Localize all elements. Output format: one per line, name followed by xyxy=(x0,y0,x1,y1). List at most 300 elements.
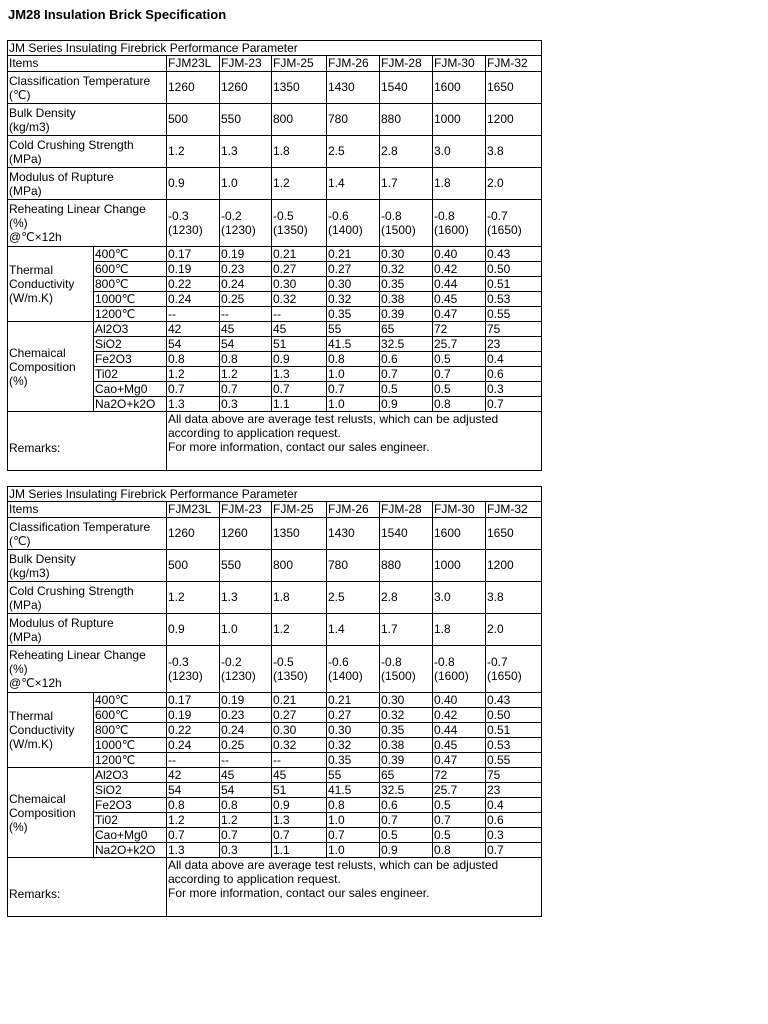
thermal-value: 0.30 xyxy=(327,277,380,292)
chemical-value: 0.7 xyxy=(272,382,327,397)
property-row xyxy=(8,104,542,136)
thermal-value: 0.17 xyxy=(167,247,220,262)
property-value: 2.8 xyxy=(380,136,433,168)
thermal-value: 0.23 xyxy=(220,262,272,277)
property-value: 3.0 xyxy=(433,582,486,614)
property-value: 1.4 xyxy=(327,614,380,646)
property-value: 1650 xyxy=(486,518,542,550)
chemical-component: Na2O+k2O xyxy=(94,843,167,858)
chemical-value: 1.1 xyxy=(272,843,327,858)
chemical-value: 25.7 xyxy=(433,337,486,352)
property-label: Bulk Density (kg/m3) xyxy=(8,104,167,136)
column-header: FJM-30 xyxy=(433,502,486,518)
chemical-value: 0.9 xyxy=(380,843,433,858)
thermal-row xyxy=(8,693,542,708)
reheating-label: Reheating Linear Change (%) @℃×12h xyxy=(8,200,167,247)
chemical-value: 1.2 xyxy=(220,367,272,382)
column-header: FJM23L xyxy=(167,56,220,72)
items-header: Items xyxy=(8,56,167,72)
property-value: 2.5 xyxy=(327,582,380,614)
thermal-value: 0.40 xyxy=(433,247,486,262)
thermal-value: 0.53 xyxy=(486,738,542,753)
thermal-value: 0.19 xyxy=(167,262,220,277)
thermal-value: 0.44 xyxy=(433,277,486,292)
chemical-component: Fe2O3 xyxy=(94,798,167,813)
chemical-value: 65 xyxy=(380,322,433,337)
thermal-value: 0.44 xyxy=(433,723,486,738)
thermal-value: 0.45 xyxy=(433,292,486,307)
property-value: 2.5 xyxy=(327,136,380,168)
thermal-value: 0.47 xyxy=(433,307,486,322)
thermal-value: 0.19 xyxy=(220,247,272,262)
thermal-value: 0.51 xyxy=(486,277,542,292)
chemical-value: 0.5 xyxy=(433,382,486,397)
spec-table xyxy=(7,486,542,917)
reheating-value: -0.6 (1400) xyxy=(327,200,380,247)
property-value: 1350 xyxy=(272,72,327,104)
property-value: 1.2 xyxy=(167,136,220,168)
chemical-value: 51 xyxy=(272,783,327,798)
thermal-value: 0.27 xyxy=(272,262,327,277)
thermal-value: 0.25 xyxy=(220,292,272,307)
property-value: 1260 xyxy=(220,72,272,104)
thermal-temperature: 1200℃ xyxy=(94,753,167,768)
thermal-value: 0.21 xyxy=(327,247,380,262)
chemical-value: 0.7 xyxy=(486,843,542,858)
column-header: FJM-26 xyxy=(327,56,380,72)
chemical-value: 1.1 xyxy=(272,397,327,412)
chemical-value: 0.7 xyxy=(433,367,486,382)
chemical-value: 23 xyxy=(486,783,542,798)
reheating-value: -0.8 (1500) xyxy=(380,646,433,693)
chemical-value: 0.8 xyxy=(220,352,272,367)
property-value: 2.0 xyxy=(486,168,542,200)
column-header: FJM-28 xyxy=(380,502,433,518)
thermal-value: 0.32 xyxy=(272,738,327,753)
property-value: 1200 xyxy=(486,550,542,582)
thermal-value: 0.40 xyxy=(433,693,486,708)
property-value: 1260 xyxy=(220,518,272,550)
spec-table xyxy=(7,40,542,471)
chemical-value: 0.3 xyxy=(220,397,272,412)
chemical-value: 65 xyxy=(380,768,433,783)
reheating-value: -0.5 (1350) xyxy=(272,646,327,693)
chemical-value: 0.7 xyxy=(220,382,272,397)
chemical-value: 0.8 xyxy=(220,798,272,813)
chemical-value: 1.2 xyxy=(167,813,220,828)
chemical-value: 23 xyxy=(486,337,542,352)
chemical-value: 0.7 xyxy=(486,397,542,412)
reheating-label: Reheating Linear Change (%) @℃×12h xyxy=(8,646,167,693)
thermal-value: 0.32 xyxy=(380,708,433,723)
property-value: 3.0 xyxy=(433,136,486,168)
chemical-value: 1.3 xyxy=(272,813,327,828)
thermal-value: 0.35 xyxy=(327,307,380,322)
thermal-value: 0.50 xyxy=(486,708,542,723)
chemical-value: 1.2 xyxy=(220,813,272,828)
thermal-value: 0.39 xyxy=(380,307,433,322)
reheating-value: -0.3 (1230) xyxy=(167,646,220,693)
items-header: Items xyxy=(8,502,167,518)
chemical-label: Chemaical Composition (%) xyxy=(8,322,94,412)
chemical-value: 0.3 xyxy=(486,828,542,843)
thermal-value: -- xyxy=(220,753,272,768)
reheating-value: -0.8 (1600) xyxy=(433,646,486,693)
chemical-value: 0.8 xyxy=(167,798,220,813)
remarks-label: Remarks: xyxy=(8,858,167,917)
property-row xyxy=(8,168,542,200)
chemical-value: 0.7 xyxy=(327,828,380,843)
caption-row xyxy=(8,487,542,502)
thermal-value: 0.30 xyxy=(272,277,327,292)
document-title: JM28 Insulation Brick Specification xyxy=(8,7,227,22)
chemical-value: 55 xyxy=(327,768,380,783)
thermal-temperature: 600℃ xyxy=(94,262,167,277)
column-header: FJM-26 xyxy=(327,502,380,518)
chemical-value: 54 xyxy=(220,783,272,798)
chemical-value: 0.9 xyxy=(272,352,327,367)
chemical-value: 0.3 xyxy=(486,382,542,397)
property-value: 1600 xyxy=(433,72,486,104)
reheating-value: -0.8 (1600) xyxy=(433,200,486,247)
property-value: 1.8 xyxy=(433,168,486,200)
chemical-value: 32.5 xyxy=(380,337,433,352)
chemical-value: 0.7 xyxy=(220,828,272,843)
property-row xyxy=(8,518,542,550)
property-value: 1.7 xyxy=(380,614,433,646)
property-label: Cold Crushing Strength (MPa) xyxy=(8,582,167,614)
chemical-value: 0.8 xyxy=(433,843,486,858)
thermal-value: 0.43 xyxy=(486,247,542,262)
property-value: 800 xyxy=(272,104,327,136)
thermal-value: 0.45 xyxy=(433,738,486,753)
thermal-value: 0.30 xyxy=(327,723,380,738)
chemical-component: Na2O+k2O xyxy=(94,397,167,412)
chemical-value: 1.0 xyxy=(327,397,380,412)
property-value: 1.7 xyxy=(380,168,433,200)
chemical-value: 0.7 xyxy=(167,382,220,397)
property-value: 1.3 xyxy=(220,136,272,168)
property-label: Classification Temperature (℃) xyxy=(8,518,167,550)
column-header: FJM-25 xyxy=(272,56,327,72)
property-value: 1260 xyxy=(167,72,220,104)
thermal-value: 0.32 xyxy=(380,262,433,277)
thermal-value: 0.27 xyxy=(272,708,327,723)
reheating-value: -0.5 (1350) xyxy=(272,200,327,247)
thermal-value: 0.30 xyxy=(380,247,433,262)
chemical-value: 0.9 xyxy=(272,798,327,813)
property-value: 1.2 xyxy=(272,168,327,200)
thermal-row xyxy=(8,247,542,262)
thermal-value: 0.42 xyxy=(433,262,486,277)
property-value: 880 xyxy=(380,550,433,582)
chemical-value: 0.6 xyxy=(486,813,542,828)
chemical-value: 0.7 xyxy=(272,828,327,843)
reheating-value: -0.7 (1650) xyxy=(486,200,542,247)
thermal-value: 0.24 xyxy=(167,738,220,753)
thermal-label: Thermal Conductivity (W/m.K) xyxy=(8,693,94,768)
chemical-value: 1.0 xyxy=(327,843,380,858)
column-header: FJM-25 xyxy=(272,502,327,518)
header-row xyxy=(8,56,542,72)
reheating-value: -0.6 (1400) xyxy=(327,646,380,693)
chemical-value: 1.0 xyxy=(327,813,380,828)
property-value: 550 xyxy=(220,104,272,136)
chemical-row xyxy=(8,768,542,783)
chemical-value: 25.7 xyxy=(433,783,486,798)
column-header: FJM-32 xyxy=(486,502,542,518)
remarks-label: Remarks: xyxy=(8,412,167,471)
thermal-value: -- xyxy=(220,307,272,322)
property-value: 1260 xyxy=(167,518,220,550)
chemical-value: 0.4 xyxy=(486,798,542,813)
chemical-component: Ti02 xyxy=(94,813,167,828)
column-header: FJM-28 xyxy=(380,56,433,72)
chemical-row xyxy=(8,322,542,337)
chemical-value: 1.2 xyxy=(167,367,220,382)
chemical-value: 32.5 xyxy=(380,783,433,798)
property-value: 1600 xyxy=(433,518,486,550)
property-value: 1.2 xyxy=(272,614,327,646)
thermal-value: 0.39 xyxy=(380,753,433,768)
property-label: Bulk Density (kg/m3) xyxy=(8,550,167,582)
property-value: 3.8 xyxy=(486,582,542,614)
property-label: Modulus of Rupture (MPa) xyxy=(8,168,167,200)
chemical-component: Al2O3 xyxy=(94,322,167,337)
thermal-temperature: 800℃ xyxy=(94,277,167,292)
remarks-row xyxy=(8,412,542,471)
property-value: 1540 xyxy=(380,518,433,550)
chemical-value: 54 xyxy=(220,337,272,352)
thermal-value: 0.32 xyxy=(327,292,380,307)
thermal-value: 0.38 xyxy=(380,292,433,307)
chemical-value: 0.6 xyxy=(380,352,433,367)
property-label: Modulus of Rupture (MPa) xyxy=(8,614,167,646)
chemical-value: 45 xyxy=(272,768,327,783)
property-value: 1.8 xyxy=(272,582,327,614)
thermal-value: 0.55 xyxy=(486,307,542,322)
chemical-component: SiO2 xyxy=(94,783,167,798)
table-caption: JM Series Insulating Firebrick Performance Parameter xyxy=(8,487,542,502)
property-value: 2.0 xyxy=(486,614,542,646)
thermal-value: 0.47 xyxy=(433,753,486,768)
chemical-value: 0.8 xyxy=(327,798,380,813)
reheating-row xyxy=(8,200,542,247)
property-row xyxy=(8,614,542,646)
thermal-value: 0.53 xyxy=(486,292,542,307)
caption-row xyxy=(8,41,542,56)
thermal-value: -- xyxy=(167,307,220,322)
remarks-text: All data above are average test relusts, which can be adjusted according to application request. For more information, contact our sales engineer. xyxy=(167,412,542,471)
chemical-value: 0.8 xyxy=(433,397,486,412)
chemical-value: 0.4 xyxy=(486,352,542,367)
thermal-value: 0.50 xyxy=(486,262,542,277)
chemical-value: 1.0 xyxy=(327,367,380,382)
chemical-value: 1.3 xyxy=(272,367,327,382)
reheating-value: -0.7 (1650) xyxy=(486,646,542,693)
chemical-component: SiO2 xyxy=(94,337,167,352)
chemical-value: 72 xyxy=(433,322,486,337)
chemical-value: 41.5 xyxy=(327,783,380,798)
thermal-value: 0.51 xyxy=(486,723,542,738)
property-value: 1000 xyxy=(433,104,486,136)
property-value: 1350 xyxy=(272,518,327,550)
chemical-value: 0.7 xyxy=(433,813,486,828)
remarks-row xyxy=(8,858,542,917)
reheating-value: -0.2 (1230) xyxy=(220,200,272,247)
property-value: 1.0 xyxy=(220,614,272,646)
property-value: 500 xyxy=(167,104,220,136)
property-value: 500 xyxy=(167,550,220,582)
chemical-value: 75 xyxy=(486,768,542,783)
property-value: 0.9 xyxy=(167,614,220,646)
chemical-value: 45 xyxy=(272,322,327,337)
thermal-value: -- xyxy=(272,753,327,768)
chemical-value: 0.6 xyxy=(380,798,433,813)
property-row xyxy=(8,136,542,168)
reheating-value: -0.3 (1230) xyxy=(167,200,220,247)
thermal-value: 0.35 xyxy=(380,277,433,292)
reheating-value: -0.8 (1500) xyxy=(380,200,433,247)
thermal-value: 0.22 xyxy=(167,723,220,738)
chemical-value: 0.5 xyxy=(433,352,486,367)
property-label: Cold Crushing Strength (MPa) xyxy=(8,136,167,168)
chemical-value: 0.5 xyxy=(433,798,486,813)
chemical-value: 55 xyxy=(327,322,380,337)
column-header: FJM-23 xyxy=(220,56,272,72)
chemical-label: Chemaical Composition (%) xyxy=(8,768,94,858)
thermal-value: 0.24 xyxy=(167,292,220,307)
chemical-value: 45 xyxy=(220,768,272,783)
property-row xyxy=(8,582,542,614)
chemical-value: 0.5 xyxy=(433,828,486,843)
thermal-value: 0.42 xyxy=(433,708,486,723)
chemical-value: 54 xyxy=(167,337,220,352)
thermal-temperature: 400℃ xyxy=(94,247,167,262)
thermal-temperature: 400℃ xyxy=(94,693,167,708)
chemical-value: 0.6 xyxy=(486,367,542,382)
thermal-value: 0.35 xyxy=(327,753,380,768)
thermal-value: 0.23 xyxy=(220,708,272,723)
thermal-value: 0.43 xyxy=(486,693,542,708)
chemical-component: Cao+Mg0 xyxy=(94,382,167,397)
thermal-temperature: 600℃ xyxy=(94,708,167,723)
thermal-temperature: 1000℃ xyxy=(94,292,167,307)
chemical-value: 1.3 xyxy=(167,843,220,858)
thermal-value: 0.17 xyxy=(167,693,220,708)
thermal-value: 0.24 xyxy=(220,723,272,738)
chemical-value: 72 xyxy=(433,768,486,783)
chemical-value: 0.8 xyxy=(167,352,220,367)
property-value: 880 xyxy=(380,104,433,136)
chemical-value: 75 xyxy=(486,322,542,337)
thermal-value: 0.27 xyxy=(327,262,380,277)
chemical-component: Fe2O3 xyxy=(94,352,167,367)
chemical-value: 0.7 xyxy=(380,367,433,382)
property-value: 1.8 xyxy=(433,614,486,646)
thermal-value: 0.25 xyxy=(220,738,272,753)
property-value: 800 xyxy=(272,550,327,582)
property-value: 1200 xyxy=(486,104,542,136)
property-value: 1.8 xyxy=(272,136,327,168)
thermal-value: 0.19 xyxy=(220,693,272,708)
thermal-temperature: 800℃ xyxy=(94,723,167,738)
thermal-value: 0.21 xyxy=(272,247,327,262)
chemical-value: 41.5 xyxy=(327,337,380,352)
thermal-value: 0.24 xyxy=(220,277,272,292)
thermal-value: 0.30 xyxy=(272,723,327,738)
chemical-value: 42 xyxy=(167,768,220,783)
property-value: 1540 xyxy=(380,72,433,104)
header-row xyxy=(8,502,542,518)
property-value: 1430 xyxy=(327,518,380,550)
chemical-value: 0.3 xyxy=(220,843,272,858)
column-header: FJM-30 xyxy=(433,56,486,72)
thermal-value: 0.32 xyxy=(327,738,380,753)
remarks-text: All data above are average test relusts, which can be adjusted according to application request. For more information, contact our sales engineer. xyxy=(167,858,542,917)
chemical-value: 45 xyxy=(220,322,272,337)
property-value: 550 xyxy=(220,550,272,582)
chemical-value: 51 xyxy=(272,337,327,352)
thermal-value: 0.22 xyxy=(167,277,220,292)
property-value: 0.9 xyxy=(167,168,220,200)
thermal-temperature: 1200℃ xyxy=(94,307,167,322)
property-value: 2.8 xyxy=(380,582,433,614)
chemical-component: Ti02 xyxy=(94,367,167,382)
chemical-value: 0.7 xyxy=(380,813,433,828)
chemical-value: 42 xyxy=(167,322,220,337)
chemical-value: 54 xyxy=(167,783,220,798)
property-value: 1.4 xyxy=(327,168,380,200)
property-value: 1.3 xyxy=(220,582,272,614)
chemical-value: 0.7 xyxy=(167,828,220,843)
chemical-value: 0.5 xyxy=(380,382,433,397)
property-value: 3.8 xyxy=(486,136,542,168)
reheating-value: -0.2 (1230) xyxy=(220,646,272,693)
property-value: 780 xyxy=(327,550,380,582)
thermal-value: 0.21 xyxy=(272,693,327,708)
chemical-value: 0.9 xyxy=(380,397,433,412)
chemical-component: Al2O3 xyxy=(94,768,167,783)
chemical-value: 0.5 xyxy=(380,828,433,843)
reheating-row xyxy=(8,646,542,693)
property-value: 1.2 xyxy=(167,582,220,614)
column-header: FJM-32 xyxy=(486,56,542,72)
thermal-value: 0.55 xyxy=(486,753,542,768)
thermal-label: Thermal Conductivity (W/m.K) xyxy=(8,247,94,322)
property-value: 1.0 xyxy=(220,168,272,200)
property-value: 1430 xyxy=(327,72,380,104)
thermal-temperature: 1000℃ xyxy=(94,738,167,753)
property-row xyxy=(8,550,542,582)
chemical-value: 1.3 xyxy=(167,397,220,412)
thermal-value: -- xyxy=(167,753,220,768)
thermal-value: 0.27 xyxy=(327,708,380,723)
thermal-value: 0.30 xyxy=(380,693,433,708)
thermal-value: 0.38 xyxy=(380,738,433,753)
thermal-value: 0.21 xyxy=(327,693,380,708)
property-row xyxy=(8,72,542,104)
property-value: 780 xyxy=(327,104,380,136)
thermal-value: -- xyxy=(272,307,327,322)
thermal-value: 0.19 xyxy=(167,708,220,723)
thermal-value: 0.35 xyxy=(380,723,433,738)
chemical-value: 0.8 xyxy=(327,352,380,367)
table-caption: JM Series Insulating Firebrick Performance Parameter xyxy=(8,41,542,56)
property-label: Classification Temperature (℃) xyxy=(8,72,167,104)
property-value: 1650 xyxy=(486,72,542,104)
column-header: FJM23L xyxy=(167,502,220,518)
